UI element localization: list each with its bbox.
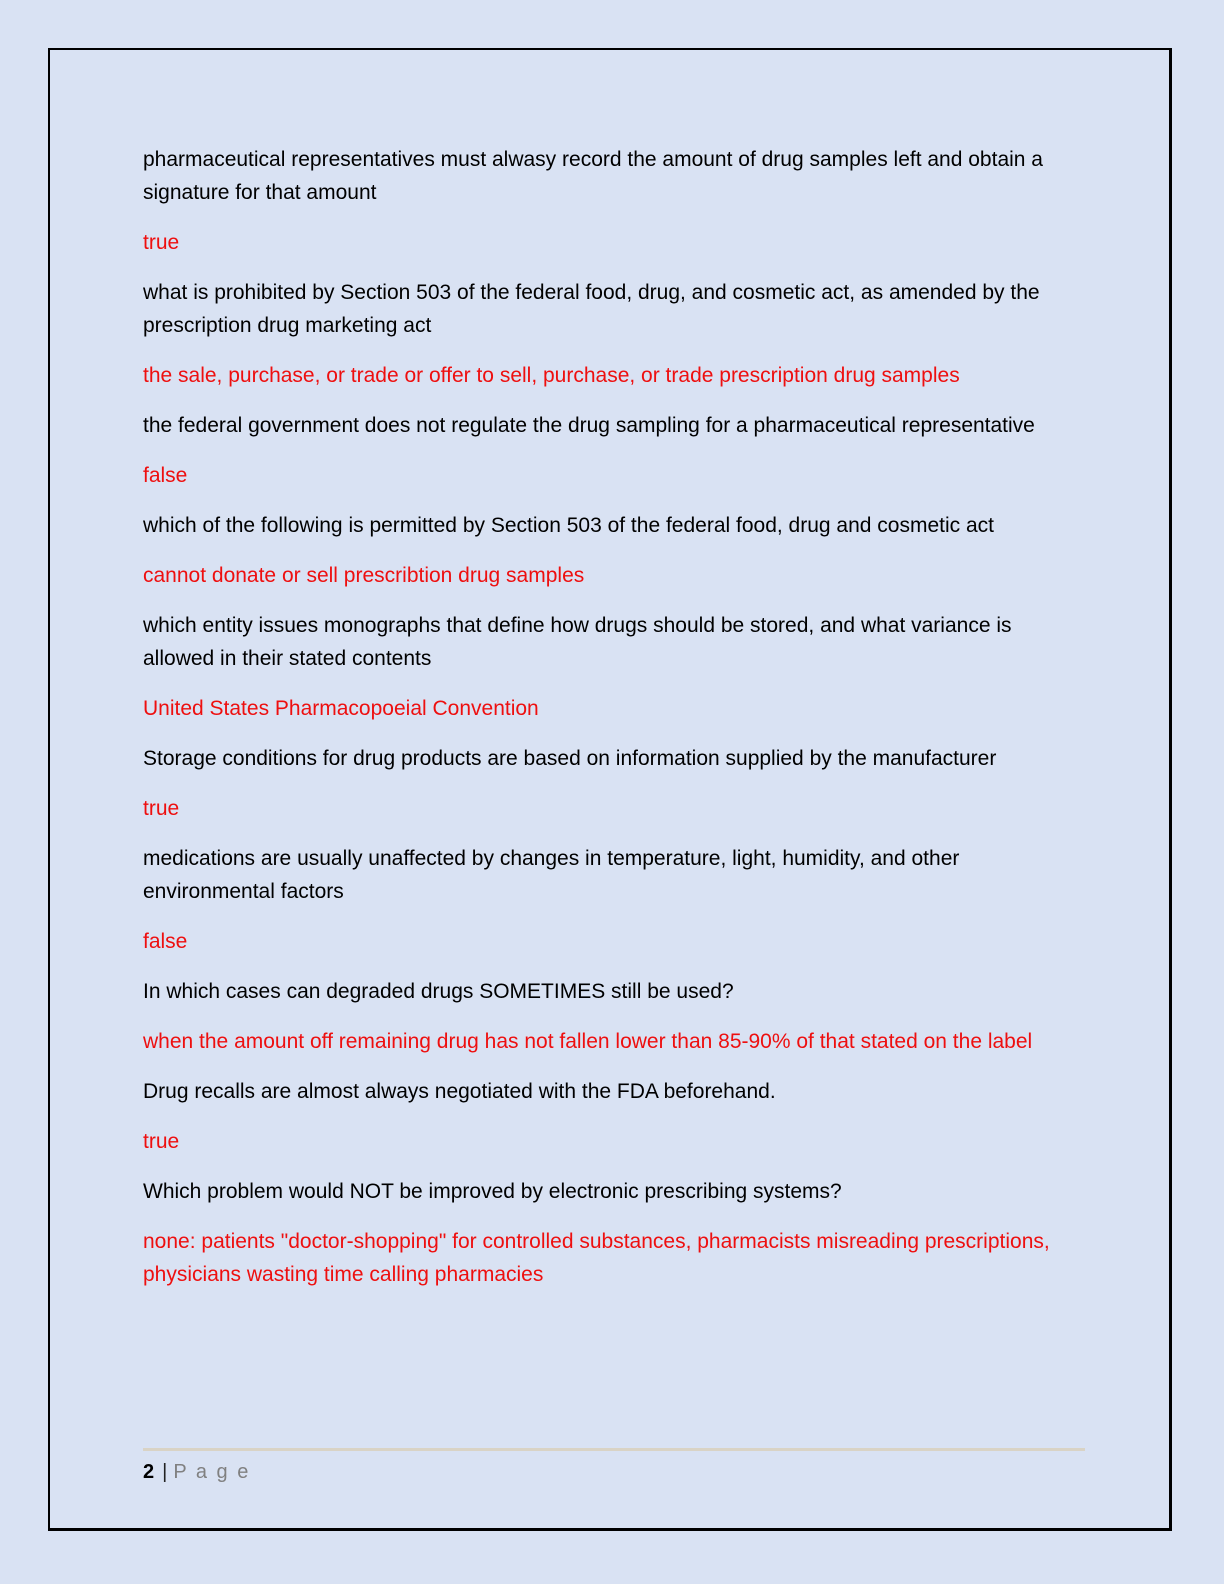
answer-text: true [143, 1130, 180, 1153]
question-text: pharmaceutical representatives must alwasy record the amount of drug samples left and obtain a signature for that amount [143, 148, 1043, 204]
footer-separator: | [162, 1461, 168, 1483]
footer-divider [143, 1448, 1085, 1451]
answer-text: United States Pharmacopoeial Convention [143, 697, 539, 720]
question-text: which entity issues monographs that define how drugs should be stored, and what variance is allowed in their stated contents [143, 614, 1012, 670]
answer-text: true [143, 231, 180, 254]
answer-text: false [143, 930, 188, 953]
answer-text: cannot donate or sell prescribtion drug samples [143, 564, 585, 587]
answer-text: when the amount off remaining drug has not fallen lower than 85-90% of that stated on the label [143, 1030, 1033, 1053]
page-footer [143, 1448, 1085, 1484]
qa-content [143, 143, 1071, 1308]
answer-text: true [143, 797, 180, 820]
answer-text: the sale, purchase, or trade or offer to sell, purchase, or trade prescription drug samples [143, 364, 960, 387]
question-text: which of the following is permitted by Section 503 of the federal food, drug and cosmetic act [143, 514, 994, 537]
question-text: medications are usually unaffected by changes in temperature, light, humidity, and other environmental factors [143, 847, 960, 903]
page-border-frame [48, 48, 1172, 1531]
page-number: 2 [143, 1461, 155, 1483]
answer-text: none: patients "doctor-shopping" for controlled substances, pharmacists misreading prescriptions, physicians wasting time calling pharmacies [143, 1230, 1050, 1286]
question-text: In which cases can degraded drugs SOMETIMES still be used? [143, 980, 734, 1003]
page-number-label [143, 1461, 1085, 1484]
question-text: Which problem would NOT be improved by electronic prescribing systems? [143, 1180, 842, 1203]
question-text: the federal government does not regulate the drug sampling for a pharmaceutical representative [143, 414, 1035, 437]
question-text: Storage conditions for drug products are based on information supplied by the manufacturer [143, 747, 997, 770]
question-text: Drug recalls are almost always negotiated with the FDA beforehand. [143, 1080, 776, 1103]
question-text: what is prohibited by Section 503 of the federal food, drug, and cosmetic act, as amended by the prescription drug marketing act [143, 281, 1040, 337]
answer-text: false [143, 464, 188, 487]
page-word: P a g e [173, 1461, 251, 1483]
